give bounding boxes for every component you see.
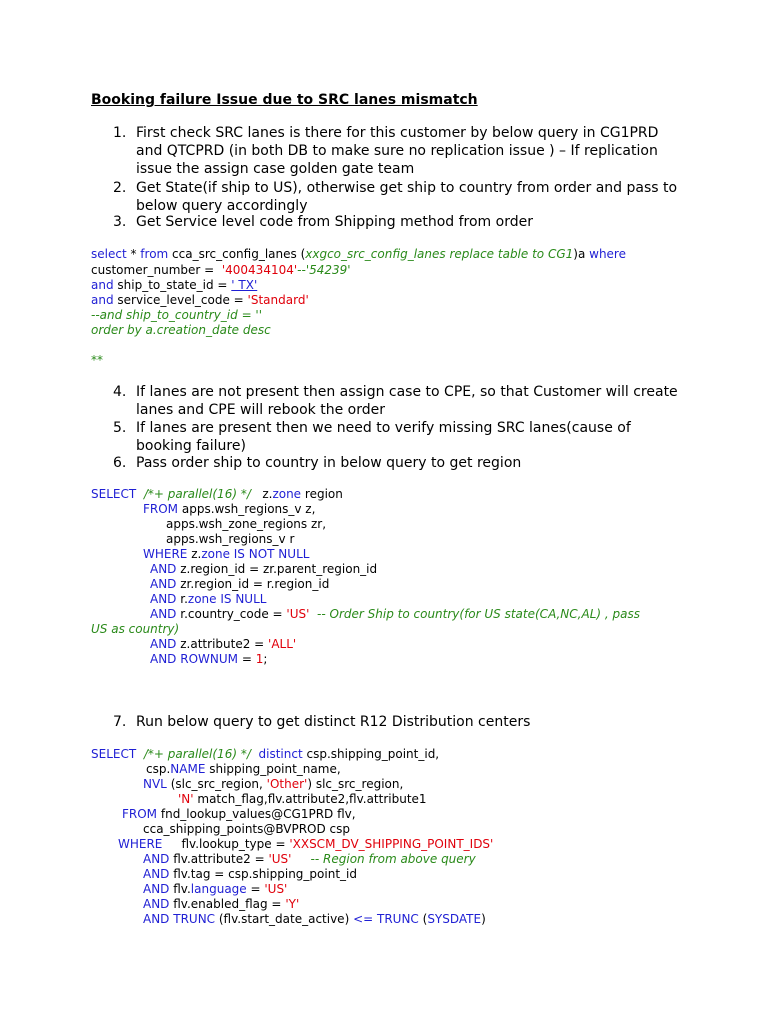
code-line: 'N' match_flag,flv.attribute2,flv.attribute1 xyxy=(178,792,427,806)
code-line: --and ship_to_country_id = '' xyxy=(91,308,263,322)
code-line: AND r.country_code = 'US' -- Order Ship to country(for US state(CA,NC,AL) , pass xyxy=(150,607,640,621)
list-text-line: below query accordingly xyxy=(136,198,308,214)
list-text-line: lanes and CPE will rebook the order xyxy=(136,402,385,418)
code-line: AND z.region_id = zr.parent_region_id xyxy=(150,562,378,576)
list-text-line: Pass order ship to country in below query to get region xyxy=(136,455,522,471)
list-text-line: Get Service level code from Shipping method from order xyxy=(136,214,533,230)
code-line: NVL (slc_src_region, 'Other') slc_src_region, xyxy=(143,777,404,791)
list-number: 1. xyxy=(113,125,127,141)
list-number: 2. xyxy=(113,180,127,196)
code-line: AND flv.tag = csp.shipping_point_id xyxy=(143,867,357,881)
code-line: select * from cca_src_config_lanes (xxgco_src_config_lanes replace table to CG1)a where xyxy=(91,247,626,261)
code-line: WHERE z.zone IS NOT NULL xyxy=(143,547,310,561)
code-line: AND ROWNUM = 1; xyxy=(150,652,268,666)
code-line: AND r.zone IS NULL xyxy=(150,592,267,606)
code-line: FROM fnd_lookup_values@CG1PRD flv, xyxy=(122,807,356,821)
code-line: WHERE flv.lookup_type = 'XXSCM_DV_SHIPPING_POINT_IDS' xyxy=(118,837,494,851)
code-line: AND TRUNC (flv.start_date_active) <= TRUNC (SYSDATE) xyxy=(143,912,486,926)
code-line: US as country) xyxy=(91,622,180,636)
code-line: customer_number = '400434104'--'54239' xyxy=(91,263,351,277)
code-line: ** xyxy=(91,353,103,367)
list-text-line: issue the assign case golden gate team xyxy=(136,161,415,177)
list-text-line: If lanes are not present then assign case to CPE, so that Customer will create xyxy=(136,384,678,400)
code-line: AND flv.attribute2 = 'US' -- Region from above query xyxy=(143,852,476,866)
code-line: csp.NAME shipping_point_name, xyxy=(146,762,341,776)
code-line: SELECT /*+ parallel(16) */ distinct csp.shipping_point_id, xyxy=(91,747,440,761)
list-text-line: Run below query to get distinct R12 Distribution centers xyxy=(136,714,531,730)
code-line: and ship_to_state_id = ' TX' xyxy=(91,278,258,292)
code-line: order by a.creation_date desc xyxy=(91,323,271,337)
list-number: 5. xyxy=(113,420,127,436)
list-number: 4. xyxy=(113,384,127,400)
code-line: apps.wsh_zone_regions zr, xyxy=(166,517,327,531)
code-line: cca_shipping_points@BVPROD csp xyxy=(143,822,350,836)
code-line: FROM apps.wsh_regions_v z, xyxy=(143,502,316,516)
page-title: Booking failure Issue due to SRC lanes mismatch xyxy=(91,92,478,108)
list-number: 6. xyxy=(113,455,127,471)
list-text-line: and QTCPRD (in both DB to make sure no replication issue ) – If replication xyxy=(136,143,658,159)
list-number: 7. xyxy=(113,714,127,730)
code-line: AND flv.language = 'US' xyxy=(143,882,288,896)
code-line: apps.wsh_regions_v r xyxy=(166,532,295,546)
code-line: and service_level_code = 'Standard' xyxy=(91,293,309,307)
list-text-line: If lanes are present then we need to verify missing SRC lanes(cause of xyxy=(136,420,631,436)
code-line: AND z.attribute2 = 'ALL' xyxy=(150,637,297,651)
list-text-line: First check SRC lanes is there for this customer by below query in CG1PRD xyxy=(136,125,659,141)
code-line: SELECT /*+ parallel(16) */ z.zone region xyxy=(91,487,343,501)
code-line: AND flv.enabled_flag = 'Y' xyxy=(143,897,300,911)
code-line: AND zr.region_id = r.region_id xyxy=(150,577,330,591)
list-text-line: Get State(if ship to US), otherwise get ship to country from order and pass to xyxy=(136,180,678,196)
list-number: 3. xyxy=(113,214,127,230)
list-text-line: booking failure) xyxy=(136,438,246,454)
